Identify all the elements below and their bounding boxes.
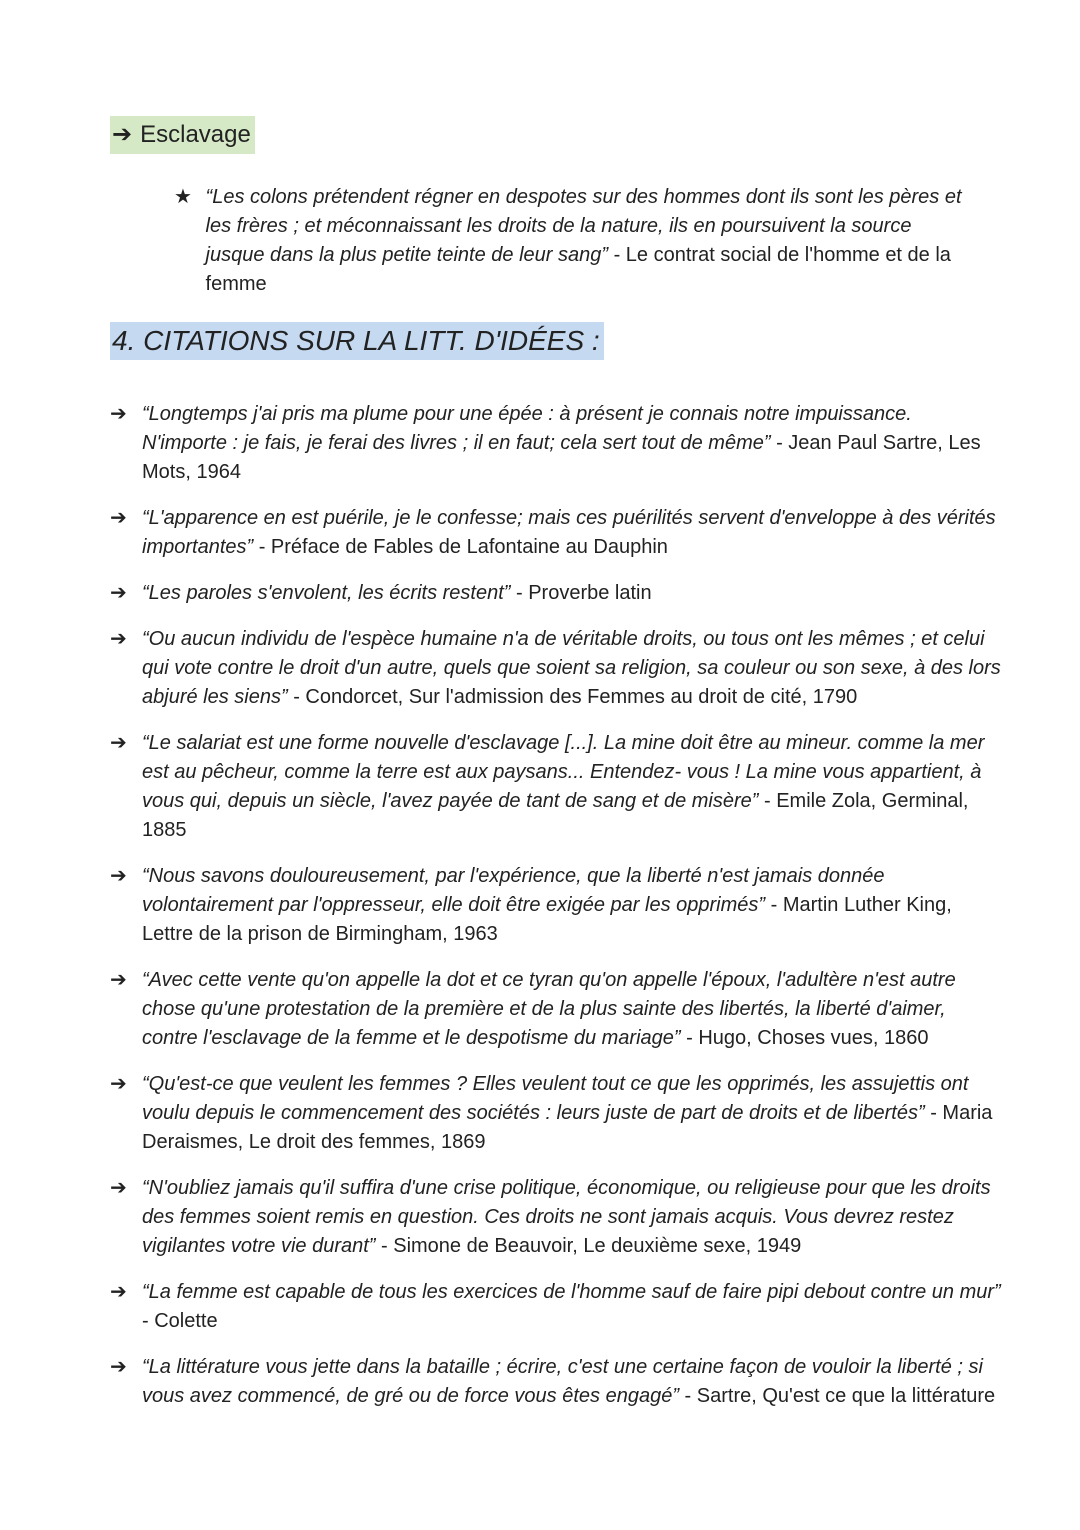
quote-text: “Les paroles s'envolent, les écrits restent”	[142, 582, 511, 604]
list-item	[110, 625, 1010, 712]
arrow-right-icon: ➔	[110, 969, 127, 991]
list-item	[110, 579, 1010, 608]
arrow-right-icon: ➔	[110, 507, 127, 529]
quote-text: “La femme est capable de tous les exercices de l'homme sauf de faire pipi debout contre un mur”	[142, 1281, 1001, 1303]
quote-text: “L'apparence en est puérile, je le confesse; mais ces puérilités servent d'enveloppe à des vérités importantes”	[142, 507, 996, 558]
star-quote-item	[174, 183, 974, 299]
quote-text-block	[142, 966, 1002, 1053]
quote-text: “La littérature vous jette dans la bataille ; écrire, c'est une certaine façon de vouloir la liberté ; si vous avez commencé, de gré ou de force vous êtes engagé”	[142, 1356, 983, 1407]
list-item	[110, 1278, 1010, 1336]
arrow-right-icon: ➔	[110, 1177, 127, 1199]
quote-source: - Le contrat social de l'homme et de la femme	[205, 244, 951, 295]
quote-text: “Qu'est-ce que veulent les femmes ? Elles veulent tout ce que les opprimés, les assujettis ont voulu depuis le commencement des sociétés : leurs juste de part de droits et de libertés”	[142, 1073, 969, 1124]
arrow-right-icon: ➔	[112, 121, 133, 148]
quote-text: “Avec cette vente qu'on appelle la dot et ce tyran qu'on appelle l'époux, l'adultère n'est autre chose qu'une protestation de la première et de la plus sainte des libertés, la liberté d'aimer, contre l'esclavage de la femme et le despotisme du mariage”	[142, 969, 956, 1049]
star-quote-text	[206, 183, 974, 299]
quote-source: - Martin Luther King, Lettre de la prison de Birmingham, 1963	[142, 894, 952, 945]
subsection-label: Esclavage	[140, 121, 251, 148]
quote-text: “Les colons prétendent régner en despotes sur des hommes dont ils sont les pères et les frères ; et méconnaissant les droits de la nature, ils en poursuivent la source jusque dans la plus petite teinte de leur sang”	[205, 186, 962, 266]
quote-text-block	[142, 504, 1002, 562]
arrow-right-icon: ➔	[110, 1356, 127, 1378]
quote-source: - Simone de Beauvoir, Le deuxième sexe, 1949	[381, 1235, 802, 1257]
arrow-right-icon: ➔	[110, 582, 127, 604]
quote-text: “Nous savons douloureusement, par l'expérience, que la liberté n'est jamais donnée volontairement par l'oppresseur, elle doit être exigée par les opprimés”	[142, 865, 885, 916]
subsection-heading	[110, 116, 255, 154]
quote-source: - Sartre, Qu'est ce que la littérature	[684, 1385, 996, 1407]
subsection-highlight	[110, 116, 255, 154]
section-title: 4. CITATIONS SUR LA LITT. D'IDÉES :	[110, 322, 604, 360]
quote-text-block	[142, 1353, 1002, 1411]
quote-text-block	[142, 862, 1002, 949]
quote-text: “Le salariat est une forme nouvelle d'esclavage [...]. La mine doit être au mineur. comme la mer est au pêcheur, comme la terre est aux paysans... Entendez- vous ! La mine vous appartient, à vous qui, depuis un siècle, l'avez payée de tant de sang et de misère”	[142, 732, 985, 812]
quote-source: - Colette	[142, 1310, 218, 1332]
star-icon: ★	[174, 186, 192, 208]
quote-source: - Hugo, Choses vues, 1860	[686, 1027, 929, 1049]
quote-text: “N'oubliez jamais qu'il suffira d'une crise politique, économique, ou religieuse pour que les droits des femmes soient remis en question. Ces droits ne sont jamais acquis. Vous devrez restez vigilantes votre vie durant”	[142, 1177, 991, 1257]
quote-text: “Longtemps j'ai pris ma plume pour une épée : à présent je connais notre impuissance. N'importe : je fais, je ferai des livres ; il en faut; cela sert tout de même”	[142, 403, 912, 454]
quote-source: - Condorcet, Sur l'admission des Femmes au droit de cité, 1790	[293, 686, 858, 708]
list-item	[110, 1070, 1010, 1157]
quote-source: - Emile Zola, Germinal, 1885	[142, 790, 969, 841]
arrow-right-icon: ➔	[110, 628, 127, 650]
quote-source: - Jean Paul Sartre, Les Mots, 1964	[142, 432, 981, 483]
quote-text-block	[142, 400, 1002, 487]
list-item	[110, 862, 1010, 949]
list-item	[110, 504, 1010, 562]
quote-text-block	[142, 1070, 1002, 1157]
quote-list	[110, 400, 1010, 1411]
list-item	[110, 1174, 1010, 1261]
quote-source: - Maria Deraismes, Le droit des femmes, 1869	[142, 1102, 993, 1153]
quote-source: - Proverbe latin	[516, 582, 652, 604]
quote-text-block	[142, 579, 1002, 608]
quote-text-block	[142, 729, 1002, 845]
arrow-right-icon: ➔	[110, 732, 127, 754]
quote-text-block	[142, 1174, 1002, 1261]
arrow-right-icon: ➔	[110, 1073, 127, 1095]
list-item	[110, 966, 1010, 1053]
quote-text-block	[142, 625, 1002, 712]
arrow-right-icon: ➔	[110, 1281, 127, 1303]
arrow-right-icon: ➔	[110, 865, 127, 887]
list-item	[110, 1353, 1010, 1411]
arrow-right-icon: ➔	[110, 403, 127, 425]
quote-text-block	[142, 1278, 1002, 1336]
quote-text: “Ou aucun individu de l'espèce humaine n'a de véritable droits, ou tous ont les mêmes ; et celui qui vote contre le droit d'un autre, quels que soient sa religion, sa couleur ou son sexe, à des lors abjuré les siens”	[142, 628, 1001, 708]
list-item	[110, 400, 1010, 487]
list-item	[110, 729, 1010, 845]
quote-source: - Préface de Fables de Lafontaine au Dauphin	[258, 536, 668, 558]
